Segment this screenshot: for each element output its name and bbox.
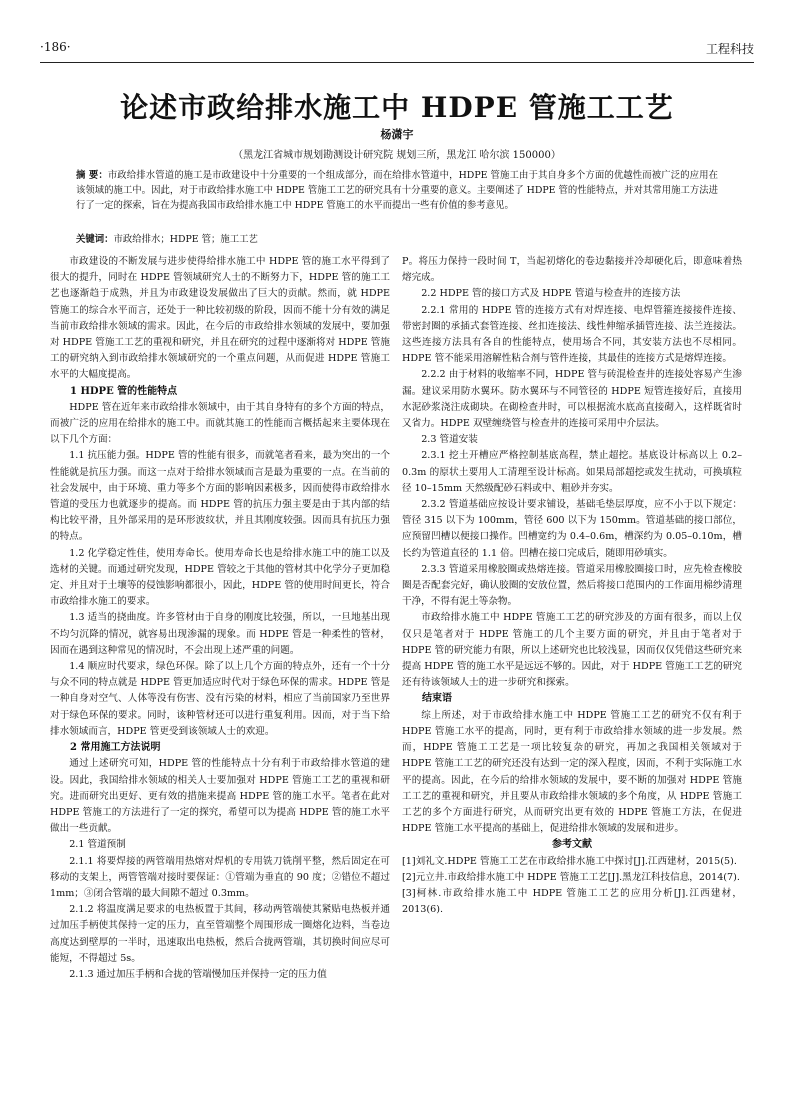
author-name: 杨潇宇 — [380, 128, 414, 141]
body-paragraph: 2.3.3 管道采用橡胶圈或热熔连接。管道采用橡胶圈接口时，应先检查橡胶圈是否配套完好，确认胶圈的安放位置，然后将接口范围内的工作面用棉纱清理干净，不得有泥土等杂物。 — [402, 563, 742, 608]
body-paragraph: 市政给排水施工中 HDPE 管施工工艺的研究涉及的方面有很多，而以上仅仅只是笔者对于 HDPE 管施工的几个主要方面的研究，并且由于笔者对于 HDPE 管的研究能力有限，所以上述研究也比较浅显，因而仅仅凭借这些研究来提高 HDPE 管的施工水平是远远不够的。因此，对于 HDPE 管施工工艺的研究还有待该领域人士的进一步研究和探索。 — [402, 612, 742, 689]
right-column — [402, 254, 742, 918]
body-paragraph: HDPE 管在近年来市政给排水领域中，由于其自身特有的多个方面的特点，而被广泛的应用在给排水的施工中。而就其施工的性能而言概括起来主要体现在以下几个方面： — [50, 401, 390, 446]
keywords-label: 关键词： — [76, 234, 114, 245]
body-paragraph: 2.1.1 将要焊接的两管端用热熔对焊机的专用铣刀铣削平整，然后固定在可移动的支架上，两管管端对接时要保证：①管端为垂直的 90 度；②错位不超过 1mm；③闭合管端的最大间隙不超过 0.3mm。 — [50, 855, 390, 899]
journal-name: 工程科技 — [705, 42, 754, 56]
body-paragraph: 2.2.2 由于材料的收缩率不同，HDPE 管与砖混检查井的连接处容易产生渗漏。建议采用防水翼环。防水翼环与不同管径的 HDPE 短管连接好后，直接用水泥砂浆浇注成砌块。在砌检查井时，可以根据流水底高直接砌入，这样既省时又省力。HDPE 双壁缠绕管与检查井的连接可采用中介层法。 — [402, 369, 742, 430]
header-rule — [40, 62, 754, 63]
section-heading: 2 常用施工方法说明 — [70, 742, 161, 754]
body-paragraph: 2.1.3 通过加压手柄和合拢的管端慢加压并保持一定的压力值 — [69, 968, 327, 980]
abstract-text: 市政给排水管道的施工是市政建设中十分重要的一个组成部分，而在给排水管道中，HDPE 管施工由于其自身多个方面的优越性而被广泛的应用在该领域的施工中。因此，对于市政给排水施工中 HDPE 管施工工艺的研究具有十分重要的意义。主要阐述了 HDPE 管的性能特点，并对其常用施工方法进行了一定的探索，旨在为提高我国市政给排水施工中 HDPE 管施工的水平而提出一些有价值的参考意见。 — [76, 170, 718, 211]
author-affiliation: （黑龙江省城市规划勘测设计研究院 规划三所，黑龙江 哈尔滨 150000） — [233, 150, 561, 161]
body-paragraph: 2.2.1 常用的 HDPE 管的连接方式有对焊连接、电焊管箍连接接件连接、带密封圈的承插式套管连接、丝扣连接法、线性伸缩承插管连接、法兰连接法。这些连接方法具有各自的性能特点，使用场合不同，其安装方法也不尽相同。HDPE 管不能采用溶解性粘合剂与管件连接，其最佳的连接方式是熔焊连接。 — [402, 304, 742, 365]
body-paragraph: 2.3 管道安装 — [421, 434, 478, 446]
body-paragraph: 2.1 管道预制 — [69, 839, 126, 851]
body-paragraph: 1.3 适当的挠曲度。许多管材由于自身的刚度比较强，所以，一旦地基出现不均匀沉降的情况，就容易出现渗漏的现象。而 HDPE 管是一种柔性的管材，因而在遇到这种常见的情况时，不会出现上述严重的问题。 — [50, 612, 390, 656]
body-paragraph: P。将压力保持一段时间 T，当起初熔化的卷边黏接并冷却硬化后，即意味着热熔完成。 — [402, 256, 742, 284]
page-number: ·186· — [40, 40, 71, 54]
body-paragraph: 2.1.2 将温度满足要求的电热板置于其间，移动两管端使其紧贴电热板并通过加压手柄使其保持一定的压力，直至管端整个周围形成一圈熔化边料，当卷边高度达到壁厚的一半时，迅速取出电热板，然后合拢两管端，其切换时间应尽可能短，不得超过 5s。 — [50, 904, 390, 964]
keywords — [76, 232, 718, 247]
reference-item: [2]元立井.市政给排水施工中 HDPE 管施工工艺[J].黑龙江科技信息，2014(7). — [402, 871, 740, 883]
paper-title: 论述市政给排水施工中 HDPE 管施工工艺 — [120, 91, 674, 124]
abstract-label: 摘 要： — [76, 170, 108, 181]
body-paragraph: 1.4 顺应时代要求，绿色环保。除了以上几个方面的特点外，还有一个十分与众不同的特点就是 HDPE 管更加适应时代对于绿色环保的需求。HDPE 管是一种自身对空气、人体等没有伤害、没有污染的材料，相应了当前国家乃至世界对于绿色环保的要求。同时，该种管材还可以进行重复利用。因而，对于当下给排水领域而言，HDPE 管更受到该领域人士的欢迎。 — [50, 661, 390, 737]
reference-item: [3]柯林.市政给排水施工中 HDPE 管施工工艺的应用分析[J].江西建材，2013(6). — [402, 887, 742, 916]
body-paragraph: 综上所述，对于市政给排水施工中 HDPE 管施工工艺的研究不仅有利于 HDPE 管施工水平的提高，同时，更有利于市政给排水领域的进一步发展。然而，HDPE 管施工工艺是一项比较复杂的研究，再加之我国相关领域对于 HDPE 管施工工艺的研究还没有达到一定的深入程度，因而，不利于实际施工水平的提高。因此，在今后的给排水领域的发展中，要不断的加强对 HDPE 管施工工艺的重视和研究，并且要从市政给排水领域的多个角度，从 HDPE 管施工工艺的多个方面进行研究，从而研究出更有效的 HDPE 管施工方法，在促进 HDPE 管施工水平提高的基础上，促进给排水领域的发展和进步。 — [402, 709, 742, 835]
body-paragraph: 2.3.1 挖土开槽应严格控制基底高程，禁止超挖。基底设计标高以上 0.2–0.3m 的原状土要用人工清理至设计标高。如果局部超挖或发生扰动，可换填粒径 10–15mm 天然级配砂石料或中、粗砂并夯实。 — [402, 450, 742, 494]
body-paragraph: 通过上述研究可知，HDPE 管的性能特点十分有利于市政给排水管道的建设。因此，我国给排水领域的相关人士要加强对 HDPE 管施工工艺的重视和研究。进而研究出更好、更有效的措施来提高 HDPE 管的施工水平。笔者在此对 HDPE 管施工的方法进行了一定的探究，希望可以为提高 HDPE 管的施工水平做出一些贡献。 — [50, 758, 390, 835]
body-paragraph: 市政建设的不断发展与进步使得给排水施工中 HDPE 管的施工水平得到了很大的提升，同时在 HDPE 管领域研究人士的不断努力下，HDPE 管的施工工艺也逐渐趋于成熟，并且为市政建设发展做出了巨大的贡献。然而，就 HDPE 管施工的综合水平而言，还处于一种比较初级的阶段，因而不能十分有效的满足当前市政给排水领域的需求。因此，在今后的市政给排水领域的发展中，要加强对 HDPE 管施工工艺的重视和研究，并且在研究的过程中逐渐将对 HDPE 管施工的研究纳入到市政给排水领域研究的一个重点问题，从而促进 HDPE 管施工水平的大幅度提高。 — [50, 256, 390, 381]
keywords-text: 市政给排水；HDPE 管；施工工艺 — [113, 234, 258, 245]
abstract — [76, 168, 718, 213]
section-heading: 1 HDPE 管的性能特点 — [70, 385, 178, 397]
left-column — [50, 254, 390, 983]
body-paragraph: 1.1 抗压能力强。HDPE 管的性能有很多，而就笔者看来，最为突出的一个性能就是抗压力强。而这一点对于给排水领域而言是最为重要的一点。在当前的社会发展中，由于环境、重力等多个方面的影响因素极多，因而使得市政给排水管道的受压力也就逐步的提高。而 HDPE 管的抗压力强主要是由于其内部的结构比较平滑，且外部采用的是环形波纹状，并且其刚度较强。因而具有抗压力强的特点。 — [50, 450, 390, 543]
body-paragraph: 2.2 HDPE 管的接口方式及 HDPE 管道与检查井的连接方法 — [421, 288, 681, 300]
body-paragraph: 1.2 化学稳定性佳，使用寿命长。使用寿命长也是给排水施工中的施工以及选材的关键。而通过研究发现，HDPE 管较之于其他的管材其中化学分子更加稳定、并且对于土壤等的侵蚀影响都很小，因此，HDPE 管的使用时间更长，符合市政给排水施工的要求。 — [50, 547, 390, 608]
running-header — [40, 40, 754, 60]
references-heading: 参考文献 — [552, 839, 592, 851]
section-heading: 结束语 — [422, 693, 452, 705]
body-paragraph: 2.3.2 管道基础应按设计要求铺设，基础毛垫层厚度，应不小于以下规定：管径 315 以下为 100mm，管径 600 以下为 150mm。管道基础的接口部位，应预留凹槽以便接口操作。凹槽宽约为 0.4–0.6m，槽深约为 0.05–0.10m，槽长约为管道直径的 1.1 倍。凹槽在接口完成后，随即用砂填实。 — [402, 499, 742, 559]
reference-item: [1]刘礼文.HDPE 管施工工艺在市政给排水施工中探讨[J].江西建材，2015(5). — [402, 855, 737, 867]
